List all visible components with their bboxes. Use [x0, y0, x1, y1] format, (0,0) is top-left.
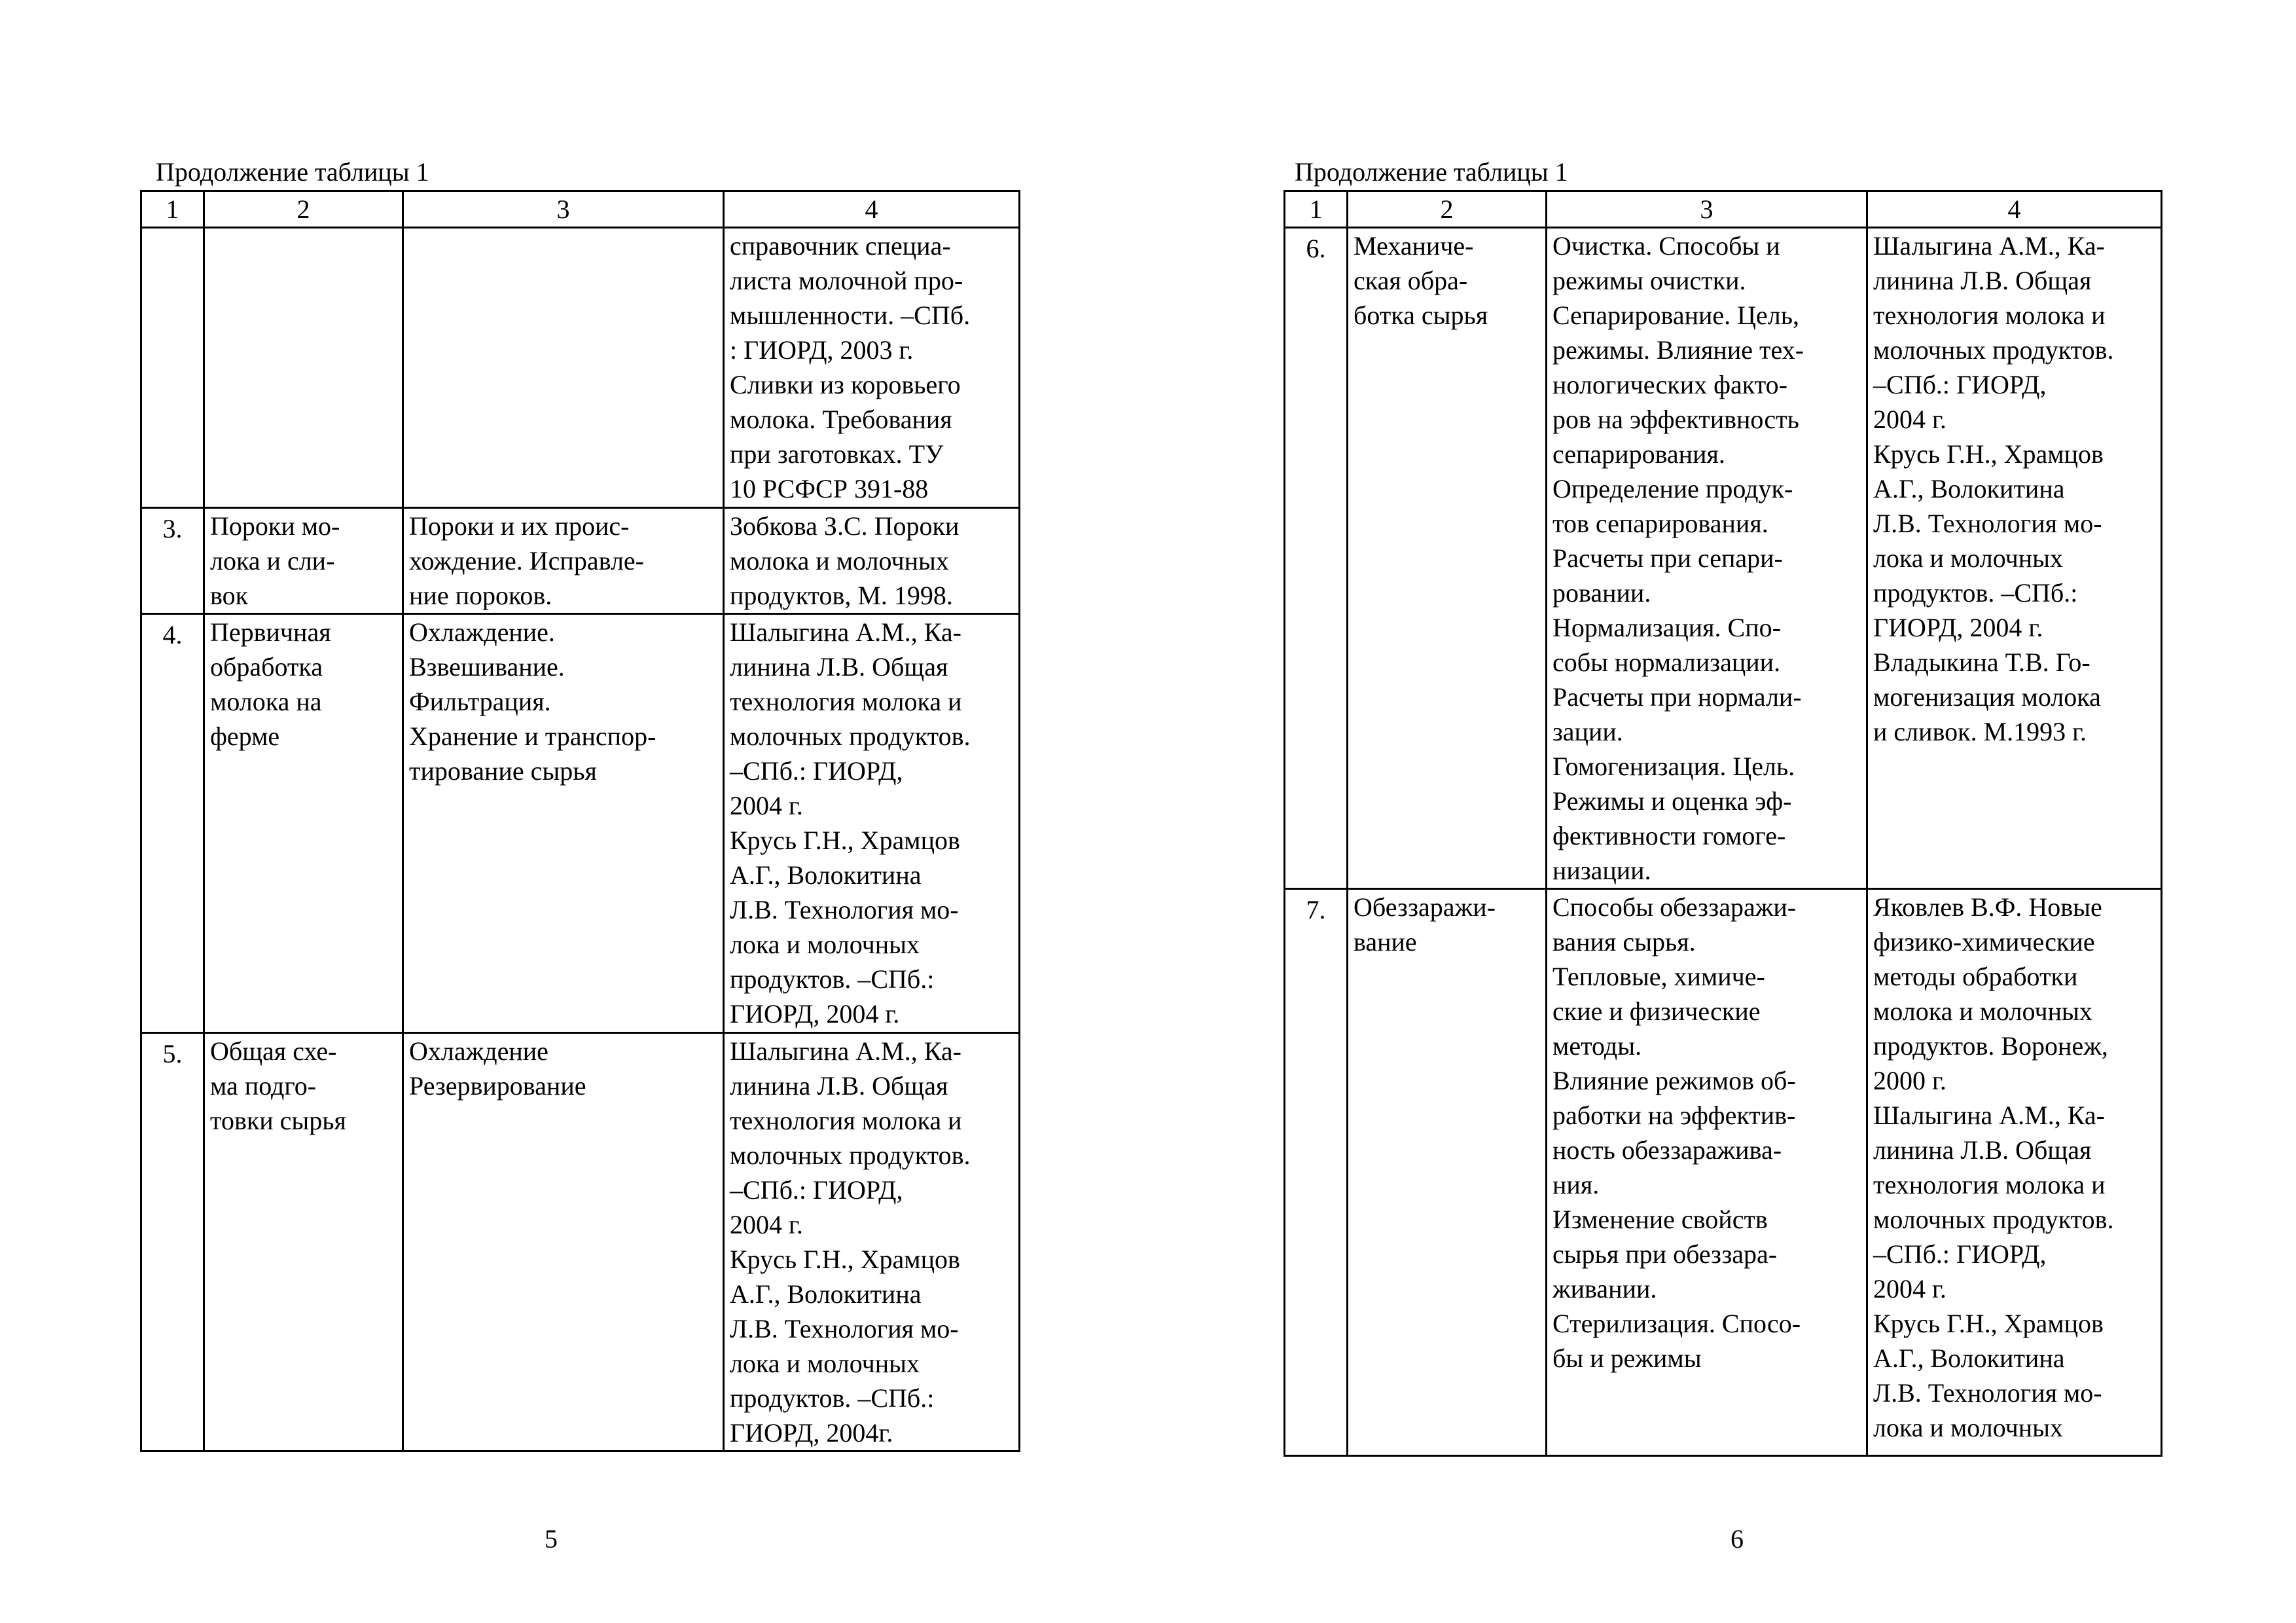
header-cell: 4	[1867, 191, 2162, 228]
row-topic	[204, 228, 403, 508]
row-content: Охлаждение. Взвешивание. Фильтрация. Хранение и транспор- тирование сырья	[403, 614, 724, 1033]
header-cell: 3	[1547, 191, 1867, 228]
header-cell: 3	[403, 191, 724, 228]
row-number: 5.	[141, 1033, 204, 1451]
table-row	[1285, 228, 2162, 889]
table-row	[141, 1033, 1020, 1451]
row-number: 4.	[141, 614, 204, 1033]
page-number: 6	[1731, 1524, 1744, 1554]
table-row	[1285, 889, 2162, 1456]
row-number: 3.	[141, 508, 204, 614]
row-literature: справочник специа- листа молочной про- мышленности. –СПб. : ГИОРД, 2003 г. Сливки из коровьего молока. Требования при заготовках. ТУ 10 РСФСР 391-88	[724, 228, 1020, 508]
row-content: Охлаждение Резервирование	[403, 1033, 724, 1451]
row-literature: Шалыгина А.М., Ка- линина Л.В. Общая технология молока и молочных продуктов. –СПб.: ГИОРД, 2004 г. Крусь Г.Н., Храмцов А.Г., Волокитина Л.В. Технология мо- лока и молочных продуктов. –СПб.: ГИОРД, 2004 г.	[724, 614, 1020, 1033]
row-topic: Общая схе- ма подго- товки сырья	[204, 1033, 403, 1451]
row-content	[403, 228, 724, 508]
row-topic: Пороки мо- лока и сли- вок	[204, 508, 403, 614]
table-header-row	[1285, 191, 2162, 228]
row-content: Пороки и их проис- хождение. Исправле- ние пороков.	[403, 508, 724, 614]
table-caption: Продолжение таблицы 1	[1295, 157, 1568, 187]
page-number: 5	[545, 1524, 558, 1554]
row-literature: Яковлев В.Ф. Новые физико-химические методы обработки молока и молочных продуктов. Воронеж, 2000 г. Шалыгина А.М., Ка- линина Л.В. Общая технология молока и молочных продуктов. –СПб.: ГИОРД, 2004 г. Крусь Г.Н., Храмцов А.Г., Волокитина Л.В. Технология мо- лока и молочных	[1867, 889, 2162, 1456]
row-number: 6.	[1285, 228, 1348, 889]
row-number	[141, 228, 204, 508]
row-literature: Зобкова З.С. Пороки молока и молочных продуктов, М. 1998.	[724, 508, 1020, 614]
header-cell: 1	[1285, 191, 1348, 228]
header-cell: 1	[141, 191, 204, 228]
row-topic: Первичная обработка молока на ферме	[204, 614, 403, 1033]
header-cell: 4	[724, 191, 1020, 228]
table-row	[141, 614, 1020, 1033]
table-caption: Продолжение таблицы 1	[156, 157, 429, 187]
row-content: Способы обеззаражи- вания сырья. Тепловые, химиче- ские и физические методы. Влияние режимов об- работки на эффектив- ность обеззаражива- ния. Изменение свойств сырья при обеззара- живании. Стерилизация. Спосо- бы и режимы	[1547, 889, 1867, 1456]
row-number: 7.	[1285, 889, 1348, 1456]
table-header-row	[141, 191, 1020, 228]
curriculum-table	[140, 190, 1020, 1452]
row-literature: Шалыгина А.М., Ка- линина Л.В. Общая технология молока и молочных продуктов. –СПб.: ГИОРД, 2004 г. Крусь Г.Н., Храмцов А.Г., Волокитина Л.В. Технология мо- лока и молочных продуктов. –СПб.: ГИОРД, 2004г.	[724, 1033, 1020, 1451]
row-topic: Обеззаражи- вание	[1348, 889, 1547, 1456]
table-row	[141, 228, 1020, 508]
row-content: Очистка. Способы и режимы очистки. Сепарирование. Цель, режимы. Влияние тех- нологических факто- ров на эффективность сепарирования. Определение продук- тов сепарирования. Расчеты при сепари- ровании. Нормализация. Спо- собы нормализации. Расчеты при нормали- зации. Гомогенизация. Цель. Режимы и оценка эф- фективности гомоге- низации.	[1547, 228, 1867, 889]
page-right	[1148, 0, 2296, 1623]
header-cell: 2	[1348, 191, 1547, 228]
curriculum-table	[1283, 190, 2162, 1457]
row-topic: Механиче- ская обра- ботка сырья	[1348, 228, 1547, 889]
row-literature: Шалыгина А.М., Ка- линина Л.В. Общая технология молока и молочных продуктов. –СПб.: ГИОРД, 2004 г. Крусь Г.Н., Храмцов А.Г., Волокитина Л.В. Технология мо- лока и молочных продуктов. –СПб.: ГИОРД, 2004 г. Владыкина Т.В. Го- могенизация молока и сливок. М.1993 г.	[1867, 228, 2162, 889]
table-row	[141, 508, 1020, 614]
header-cell: 2	[204, 191, 403, 228]
